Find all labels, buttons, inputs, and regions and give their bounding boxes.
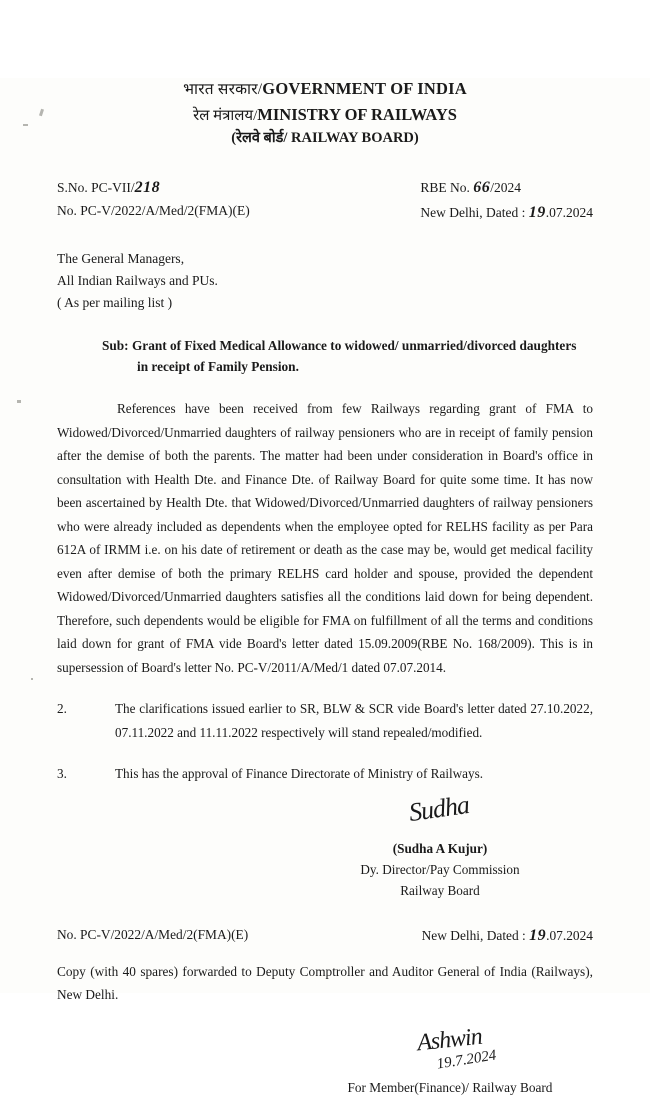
date-line [420, 200, 593, 226]
footer-signature-block [57, 1024, 593, 1096]
footer-date-label: New Delhi, Dated : [421, 928, 526, 944]
scan-speckle [31, 678, 33, 680]
signatory-office: Railway Board [400, 883, 480, 899]
header-hindi-ministry: रेल मंत्रालय/ [193, 107, 258, 124]
header-hindi-government: भारत सरकार/ [183, 81, 263, 98]
signatory-name: (Sudha A Kujur) [392, 840, 488, 856]
paragraph-2-number: 2. [57, 701, 67, 717]
addressee-block [57, 248, 593, 315]
date-printed: .07.2024 [545, 205, 593, 221]
file-number: No. PC-V/2022/A/Med/2(FMA)(E) [57, 203, 250, 219]
reference-left [57, 175, 250, 226]
paragraph-1: References have been received from few Railways regarding grant of FMA to Widowed/Divorced/Unmarried daughters of railway pensioners who are in receipt of family pension after the demise of both the parents. The matter had been under consideration in Board's office in consultation with Health Dte. and Finance Dte. of Railway Board for quite some time. It has now been ascertained by Health Dte. that Widowed/Divorced/Unmarried daughters of railway pensioners who were already included as dependents when the employee opted for RELHS facility as per Para 612A of IRMM i.e. on his date of retirement or death as the case may be, would get medical facility even after demise of both the primary RELHS card holder and spouse, provided the dependent Widowed/Divorced/Unmarried daughters satisfies all the conditions laid down for being dependent. Therefore, such dependents would be eligible for FMA on fulfillment of all the terms and conditions laid down for grant of FMA vide Board's letter dated 15.09.2009(RBE No. 168/2009). This is in supersession of Board's letter No. PC-V/2011/A/Med/1 dated 07.07.2014. [57, 401, 593, 675]
signature-scribble: Sudha [407, 789, 471, 827]
footer-date-handwritten: 19 [529, 927, 547, 945]
footer-file-number: No. PC-V/2022/A/Med/2(FMA)(E) [57, 927, 249, 943]
addressee-line-3: ( As per mailing list ) [57, 295, 173, 311]
document-body [0, 175, 650, 1096]
subject-line-2: in receipt of Family Pension. [137, 359, 299, 374]
paragraph-2 [57, 697, 593, 744]
footer-signature-scribble: Ashwin [415, 1024, 483, 1057]
document-header [0, 78, 650, 149]
date-label: New Delhi, Dated : [420, 205, 526, 221]
paragraph-3-number: 3. [57, 766, 67, 782]
header-line-government [0, 78, 650, 101]
addressee-line-1: The General Managers, [57, 250, 185, 266]
scan-speckle [17, 400, 21, 403]
serial-number-value: 218 [134, 178, 161, 196]
header-english-government: GOVERNMENT OF INDIA [262, 79, 467, 98]
paragraph-3-text: This has the approval of Finance Directorate of Ministry of Railways. [115, 766, 484, 782]
reference-right [420, 175, 593, 226]
addressee-line-2: All Indian Railways and PUs. [57, 273, 218, 289]
paragraph-3 [57, 762, 593, 786]
document-page [0, 78, 650, 1096]
header-line-railway-board: (रेलवे बोर्ड/ RAILWAY BOARD) [231, 130, 419, 147]
rbe-label: RBE No. [420, 179, 470, 195]
subject-block [57, 335, 593, 378]
paragraph-2-text: The clarifications issued earlier to SR, BLW & SCR vide Board's letter dated 27.10.2022, 07.11.2022 and 11.11.2022 respectively will stand repealed/modified. [115, 701, 593, 740]
date-handwritten: 19 [528, 204, 546, 222]
subject-line-1: Grant of Fixed Medical Allowance to widowed/ unmarried/divorced daughters [131, 337, 577, 353]
for-member-finance-line: For Member(Finance)/ Railway Board [347, 1080, 553, 1096]
copy-forwarded-text: Copy (with 40 spares) forwarded to Deputy Comptroller and Auditor General of India (Railways), New Delhi. [57, 964, 593, 1002]
subject-label: Sub: [102, 337, 129, 353]
reference-row [57, 175, 593, 226]
rbe-number-line [420, 175, 593, 201]
rbe-year: /2024 [490, 179, 522, 195]
signatory-designation: Dy. Director/Pay Commission [360, 861, 520, 877]
rbe-value: 66 [473, 178, 491, 196]
serial-number-label: S.No. PC-VII/ [57, 179, 135, 195]
footer-date-line [422, 927, 593, 945]
footer-reference-row [57, 927, 593, 945]
serial-number-line [57, 175, 250, 201]
footer-signature-date-scribble: 19.7.2024 [435, 1047, 498, 1073]
header-english-ministry: MINISTRY OF RAILWAYS [257, 104, 457, 124]
scan-speckle [23, 124, 28, 126]
footer-date-printed: .07.2024 [546, 928, 593, 944]
signature-block [57, 789, 593, 901]
header-line-ministry [0, 104, 650, 126]
